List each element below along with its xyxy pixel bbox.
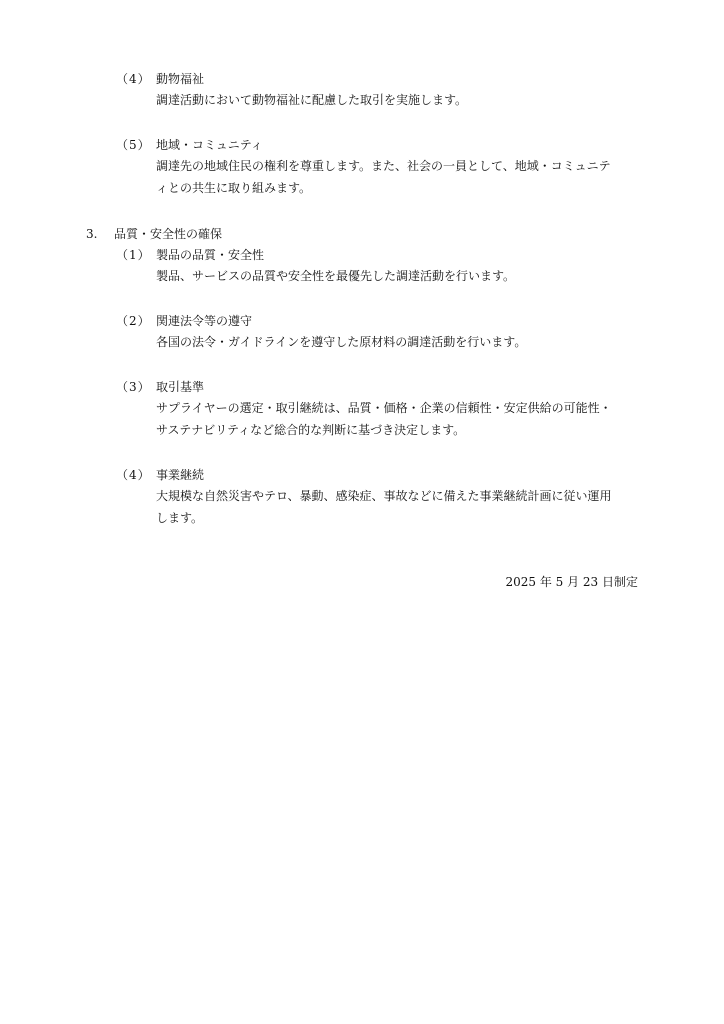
item-number: （4） bbox=[116, 72, 151, 86]
item-number: （4） bbox=[116, 468, 151, 482]
body-line: 調達先の地域住民の権利を尊重します。また、社会の一員として、地域・コミュニテ bbox=[156, 159, 611, 173]
item-number: （3） bbox=[116, 380, 151, 394]
item-title: 動物福祉 bbox=[156, 72, 205, 86]
item-heading-trade-criteria bbox=[116, 379, 204, 395]
section-heading-quality-safety bbox=[86, 226, 222, 242]
item-number: （2） bbox=[116, 314, 151, 328]
section-number: 3. bbox=[86, 227, 98, 241]
item-number: （1） bbox=[116, 248, 151, 262]
item-title: 事業継続 bbox=[156, 468, 205, 482]
enactment-date: 2025 年 5 月 23 日制定 bbox=[505, 575, 638, 589]
body-line: 製品、サービスの品質や安全性を最優先した調達活動を行います。 bbox=[156, 269, 516, 283]
body-line: 大規模な自然災害やテロ、暴動、感染症、事故などに備えた事業継続計画に従い運用 bbox=[156, 489, 612, 503]
item-body-animal-welfare bbox=[156, 89, 640, 111]
body-line: サプライヤーの選定・取引継続は、品質・価格・企業の信頼性・安定供給の可能性・ bbox=[156, 401, 612, 415]
item-number: （5） bbox=[116, 138, 151, 152]
item-heading-legal-compliance bbox=[116, 313, 252, 329]
item-heading-community bbox=[116, 137, 263, 153]
item-heading-business-continuity bbox=[116, 467, 204, 483]
item-title: 取引基準 bbox=[156, 380, 205, 394]
body-line: 調達活動において動物福祉に配慮した取引を実施します。 bbox=[156, 93, 468, 107]
body-line: サステナビリティなど総合的な判断に基づき決定します。 bbox=[156, 423, 466, 437]
item-body-trade-criteria bbox=[156, 397, 640, 441]
item-body-business-continuity bbox=[156, 485, 640, 529]
item-body-product-quality bbox=[156, 265, 640, 287]
item-body-community bbox=[156, 155, 640, 199]
item-title: 地域・コミュニティ bbox=[156, 138, 263, 152]
section-title: 品質・安全性の確保 bbox=[114, 227, 223, 241]
body-line: ィとの共生に取り組みます。 bbox=[156, 181, 312, 195]
body-line: 各国の法令・ガイドラインを遵守した原材料の調達活動を行います。 bbox=[156, 335, 527, 349]
item-heading-product-quality bbox=[116, 247, 264, 263]
item-body-legal-compliance bbox=[156, 331, 640, 353]
item-title: 関連法令等の遵守 bbox=[156, 314, 253, 328]
item-title: 製品の品質・安全性 bbox=[156, 248, 265, 262]
item-heading-animal-welfare bbox=[116, 71, 204, 87]
body-line: します。 bbox=[156, 511, 204, 525]
